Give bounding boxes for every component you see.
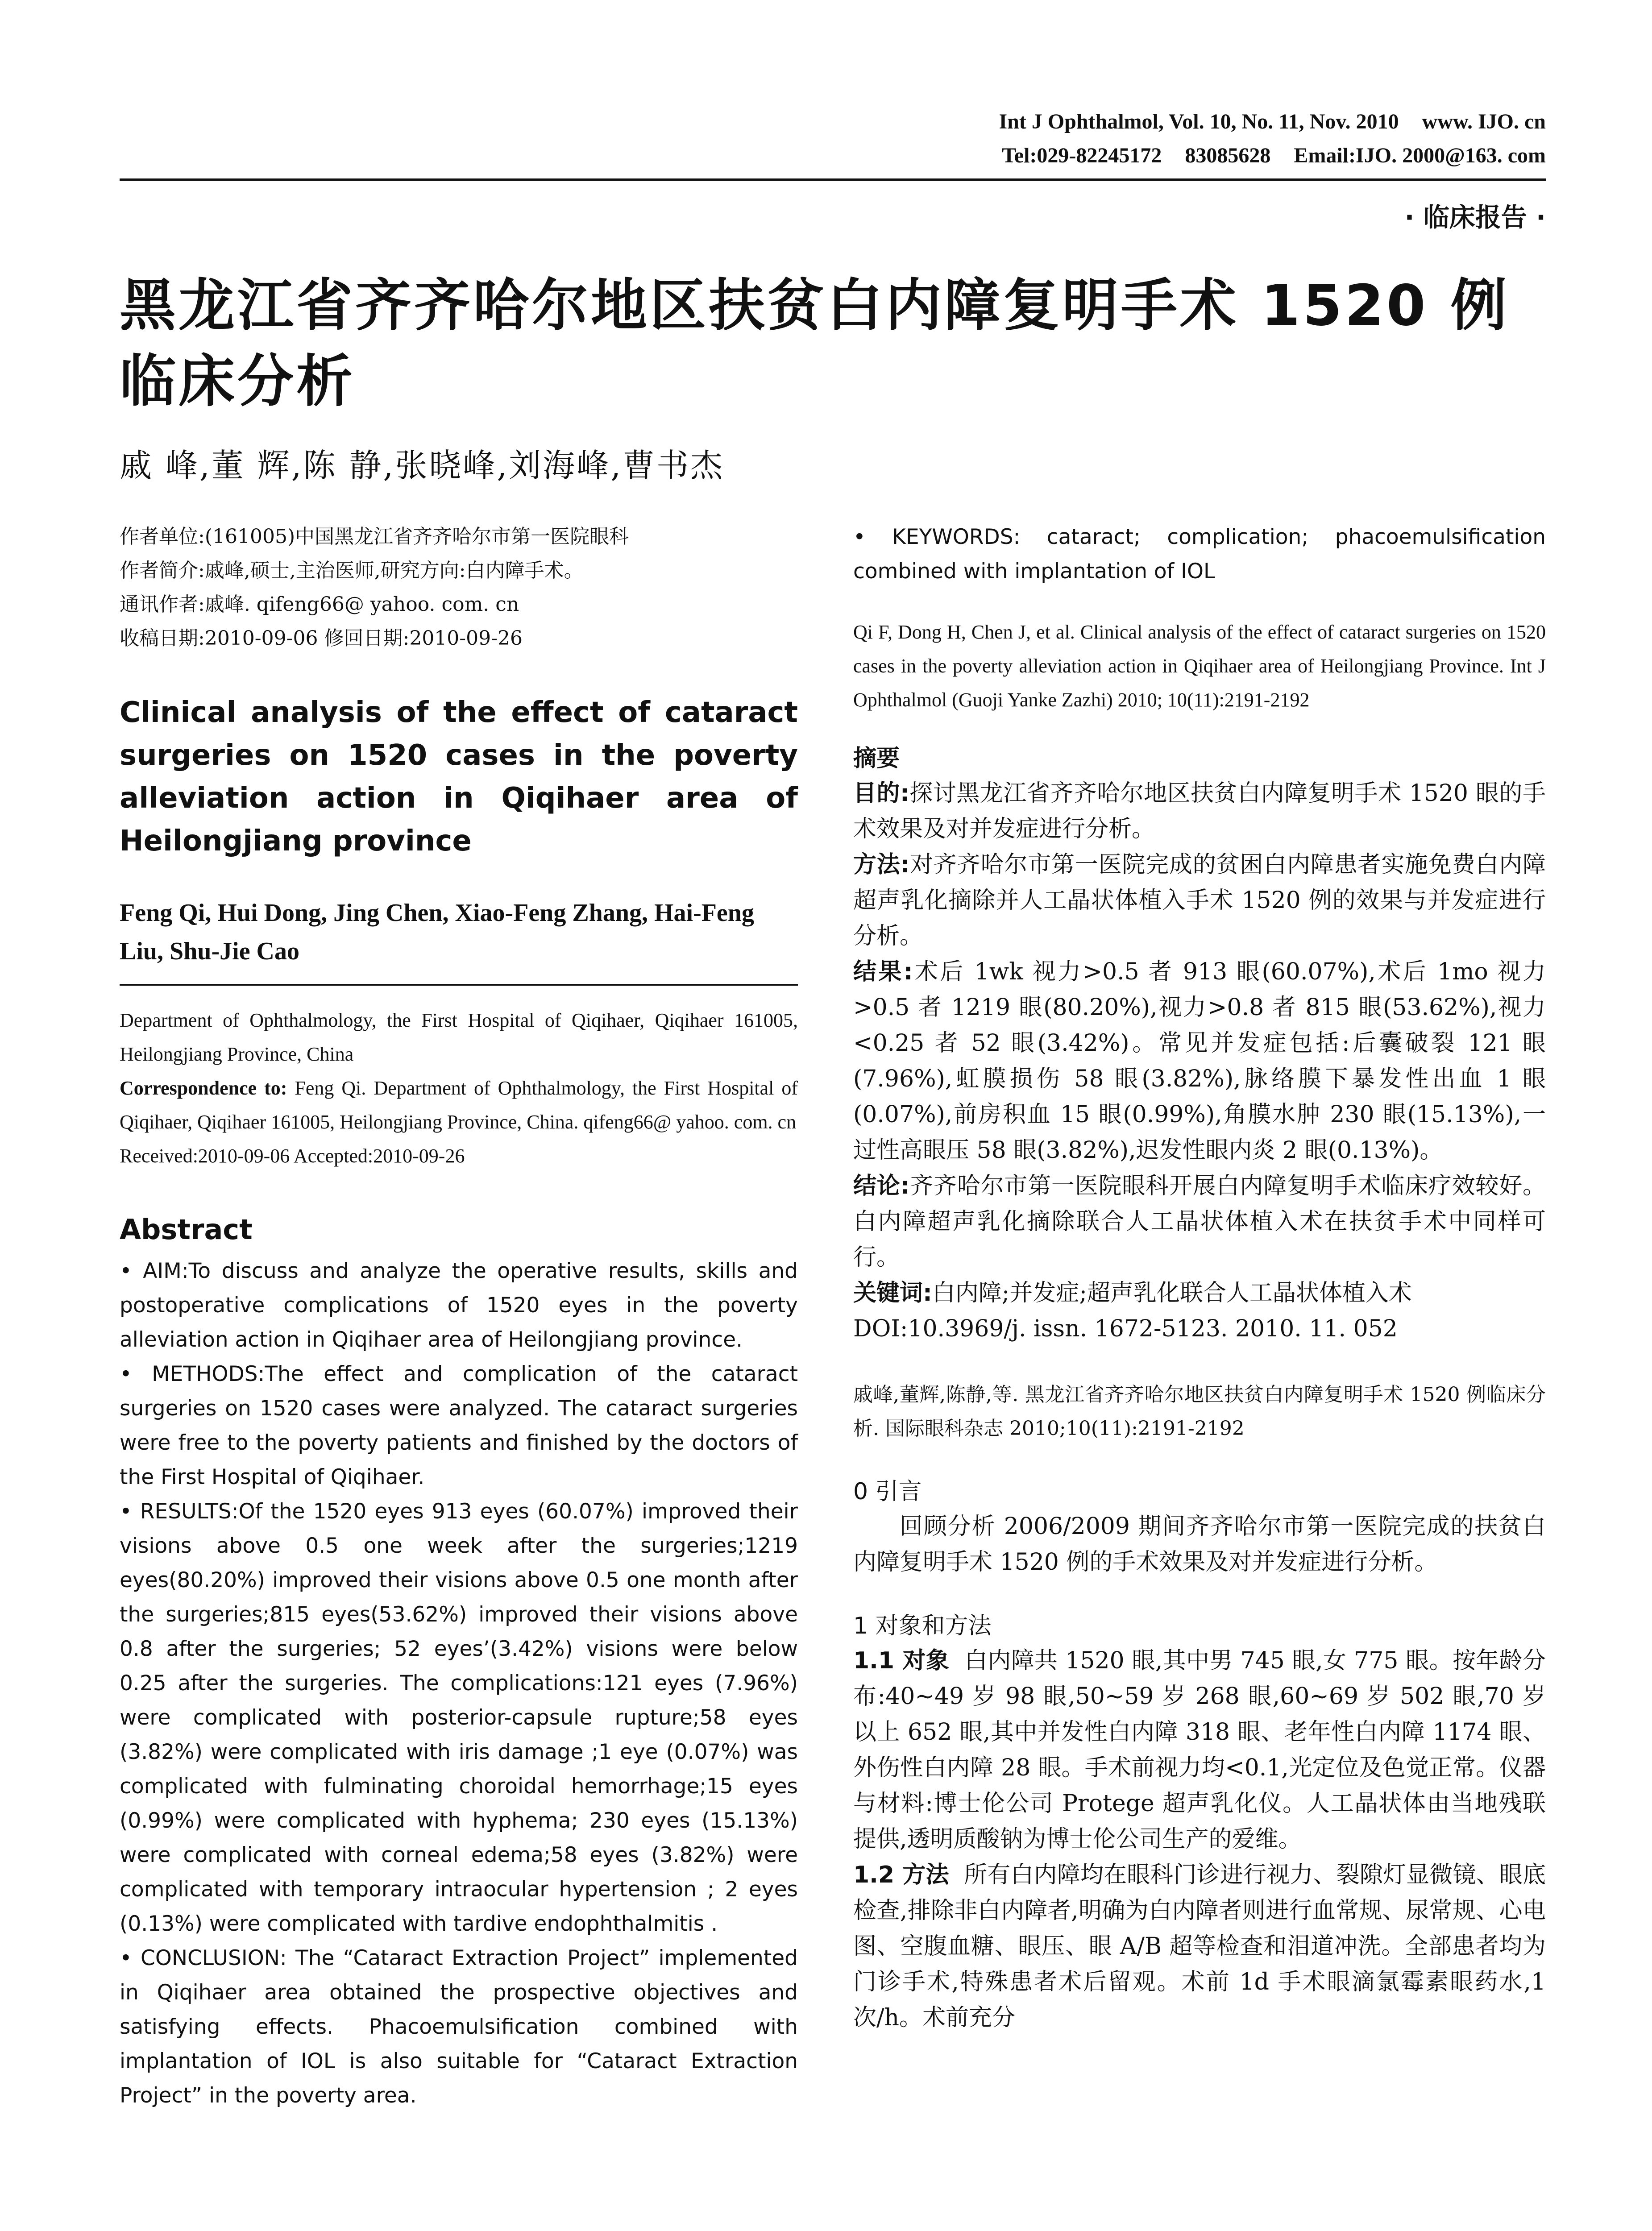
citation-zh: 戚峰,董辉,陈静,等. 黑龙江省齐齐哈尔地区扶贫白内障复明手术 1520 例临床分析. 国际眼科杂志 2010;10(11):2191-2192	[853, 1383, 1546, 1440]
zh-abstract-results	[853, 954, 1546, 1168]
zh-doi: DOI:10.3969/j. issn. 1672-5123. 2010. 11. 052	[853, 1315, 1398, 1342]
journal-email[interactable]: Email:IJO. 2000@163. com	[1294, 144, 1546, 167]
authors-zh: 戚 峰,董 辉,陈 静,张晓峰,刘海峰,曹书杰	[120, 447, 725, 484]
section-tag: · 临床报告 ·	[1404, 202, 1546, 232]
zh-abstract-conclusion	[853, 1168, 1546, 1275]
header-line-2	[981, 139, 1546, 173]
abstract-methods: • METHODS:The effect and complication of the cataract surgeries on 1520 cases were analyzed. The cataract surgeries were free to the poverty patients and finished by the doctors of the First Hospital of Qiqihaer.	[120, 1362, 798, 1489]
author-bio: 作者简介:戚峰,硕士,主治医师,研究方向:白内障手术。	[120, 559, 584, 582]
correspondence-label: Correspondence to:	[120, 1077, 287, 1099]
procedure-label: 1.2 方法	[853, 1862, 949, 1888]
zh-abstract-aim	[853, 775, 1546, 847]
journal-website[interactable]: www. IJO. cn	[1422, 110, 1546, 133]
department-en: Department of Ophthalmology, the First Hospital of Qiqihaer, Qiqihaer 161005, Heilongjiang Province, China	[120, 1009, 798, 1065]
zh-abstract-methods	[853, 847, 1546, 954]
authors-en: Feng Qi, Hui Dong, Jing Chen, Xiao-Feng Zhang, Hai-Feng Liu, Shu-Jie Cao	[120, 899, 754, 965]
article-title-zh: 黑龙江省齐齐哈尔地区扶贫白内障复明手术 1520 例临床分析	[120, 273, 1510, 414]
right-column	[853, 520, 1546, 2036]
methods-heading: 1 对象和方法	[853, 1613, 992, 1639]
procedure-text: 所有白内障均在眼科门诊进行视力、裂隙灯显微镜、眼底检查,排除非白内障者,明确为白内障者则进行血常规、尿常规、心电图、空腹血糖、眼压、眼 A/B 超等检查和泪道冲洗。全部患者均为门诊手术,特殊患者术后留观。术前 1d 手术眼滴氯霉素眼药水,1 次/h。术前充分	[853, 1862, 1546, 2031]
correspondence-block	[120, 1071, 798, 1139]
journal-tel: Tel:029-82245172	[1002, 144, 1162, 167]
received-dates-zh: 收稿日期:2010-09-06 修回日期:2010-09-26	[120, 627, 523, 650]
zh-keywords-text: 白内障;并发症;超声乳化联合人工晶状体植入术	[932, 1280, 1412, 1306]
intro-text: 回顾分析 2006/2009 期间齐齐哈尔市第一医院完成的扶贫白内障复明手术 1520 例的手术效果及对并发症进行分析。	[853, 1513, 1546, 1576]
subjects-label: 1.1 对象	[853, 1647, 950, 1674]
subjects-text: 白内障共 1520 眼,其中男 745 眼,女 775 眼。按年龄分布:40~49 岁 98 眼,50~59 岁 268 眼,60~69 岁 502 眼,70 岁以上 652 眼,其中并发性白内障 318 眼、老年性白内障 1174 眼、外伤性白内障 28 眼。手术前视力均<0.1,光定位及色觉正常。仪器与材料:博士伦公司 Protege 超声乳化仪。人工晶状体由当地残联提供,透明质酸钠为博士伦公司生产的爱维。	[853, 1647, 1546, 1853]
zh-conclusion-text: 齐齐哈尔市第一医院眼科开展白内障复明手术临床疗效较好。白内障超声乳化摘除联合人工晶状体植入术在扶贫手术中同样可行。	[853, 1173, 1546, 1271]
correspondence-text: Feng Qi. Department of Ophthalmology, the First Hospital of Qiqihaer, Qiqihaer 161005, Heilongjiang Province, China. qifeng66@ yahoo. com. cn	[120, 1077, 798, 1133]
abstract-aim: • AIM:To discuss and analyze the operative results, skills and postoperative complications of 1520 eyes in the poverty alleviation action in Qiqihaer area of Heilongjiang province.	[120, 1259, 798, 1352]
header-line-1	[981, 105, 1546, 139]
abstract-keywords: • KEYWORDS: cataract; complication; phacoemulsification combined with implantation of IOL	[853, 525, 1546, 584]
header-rule	[120, 178, 1546, 181]
abstract-results: • RESULTS:Of the 1520 eyes 913 eyes (60.07%) improved their visions above 0.5 one week after the surgeries;1219 eyes(80.20%) improved their visions above 0.5 one month after the surgeries;815 eyes(53.62%) improved their visions above 0.8 after the surgeries; 52 eyes’(3.42%) visions were below 0.25 after the surgeries. The complications:121 eyes (7.96%) were complicated with posterior-capsule rupture;58 eyes (3.82%) were complicated with iris damage ;1 eye (0.07%) was complicated with fulminating choroidal hemorrhage;15 eyes (0.99%) were complicated with hyphema; 230 eyes (15.13%) were complicated with corneal edema;58 eyes (3.82%) were complicated with temporary intraocular hypertension ; 2 eyes (0.13%) were complicated with tardive endophthalmitis .	[120, 1499, 798, 1936]
article-title-en: Clinical analysis of the effect of cataract surgeries on 1520 cases in the poverty alleviation action in Qiqihaer area of Heilongjiang province	[120, 696, 798, 858]
abstract-conclusion: • CONCLUSION: The “Cataract Extraction Project” implemented in Qiqihaer area obtained the prospective objectives and satisfying effects. Phacoemulsification combined with implantation of IOL is also suitable for “Cataract Extraction Project” in the poverty area.	[120, 1946, 798, 2108]
zh-results-text: 术后 1wk 视力>0.5 者 913 眼(60.07%),术后 1mo 视力>0.5 者 1219 眼(80.20%),视力>0.8 者 815 眼(53.62%),视力<0.25 者 52 眼(3.42%)。常见并发症包括:后囊破裂 121 眼(7.96%),虹膜损伤 58 眼(3.82%),脉络膜下暴发性出血 1 眼(0.07%),前房积血 15 眼(0.99%),角膜水肿 230 眼(15.13%),一过性高眼压 58 眼(3.82%),迟发性眼内炎 2 眼(0.13%)。	[853, 958, 1546, 1164]
citation-en: Qi F, Dong H, Chen J, et al. Clinical analysis of the effect of cataract surgeries on 1520 cases in the poverty alleviation action in Qiqihaer area of Heilongjiang Province. Int J Ophthalmol (Guoji Yanke Zazhi) 2010; 10(11):2191-2192	[853, 621, 1546, 711]
zh-abstract-keywords	[853, 1275, 1546, 1311]
journal-tel-2: 83085628	[1185, 144, 1271, 167]
author-affiliation: 作者单位:(161005)中国黑龙江省齐齐哈尔市第一医院眼科	[120, 525, 629, 548]
journal-header	[981, 105, 1546, 173]
abstract-heading: Abstract	[120, 1213, 253, 1246]
methods-subjects	[853, 1643, 1546, 1857]
zh-keywords-label: 关键词:	[853, 1280, 932, 1306]
author-info	[120, 520, 798, 655]
methods-procedure	[853, 1857, 1546, 2036]
left-column	[120, 520, 798, 2113]
corresponding-author: 通讯作者:戚峰. qifeng66@ yahoo. com. cn	[120, 593, 519, 616]
zh-abstract-heading: 摘要	[853, 745, 900, 772]
zh-aim-label: 目的:	[853, 780, 909, 807]
zh-aim-text: 探讨黑龙江省齐齐哈尔地区扶贫白内障复明手术 1520 眼的手术效果及对并发症进行分析。	[853, 780, 1546, 842]
received-dates-en: Received:2010-09-06 Accepted:2010-09-26	[120, 1145, 465, 1167]
divider	[120, 984, 798, 986]
journal-citation: Int J Ophthalmol, Vol. 10, No. 11, Nov. 2010	[999, 110, 1399, 133]
zh-results-label: 结果:	[853, 958, 913, 985]
zh-conclusion-label: 结论:	[853, 1173, 910, 1199]
zh-methods-label: 方法:	[853, 851, 910, 878]
zh-methods-text: 对齐齐哈尔市第一医院完成的贫困白内障患者实施免费白内障超声乳化摘除并人工晶状体植入手术 1520 例的效果与并发症进行分析。	[853, 851, 1546, 950]
intro-heading: 0 引言	[853, 1478, 922, 1505]
